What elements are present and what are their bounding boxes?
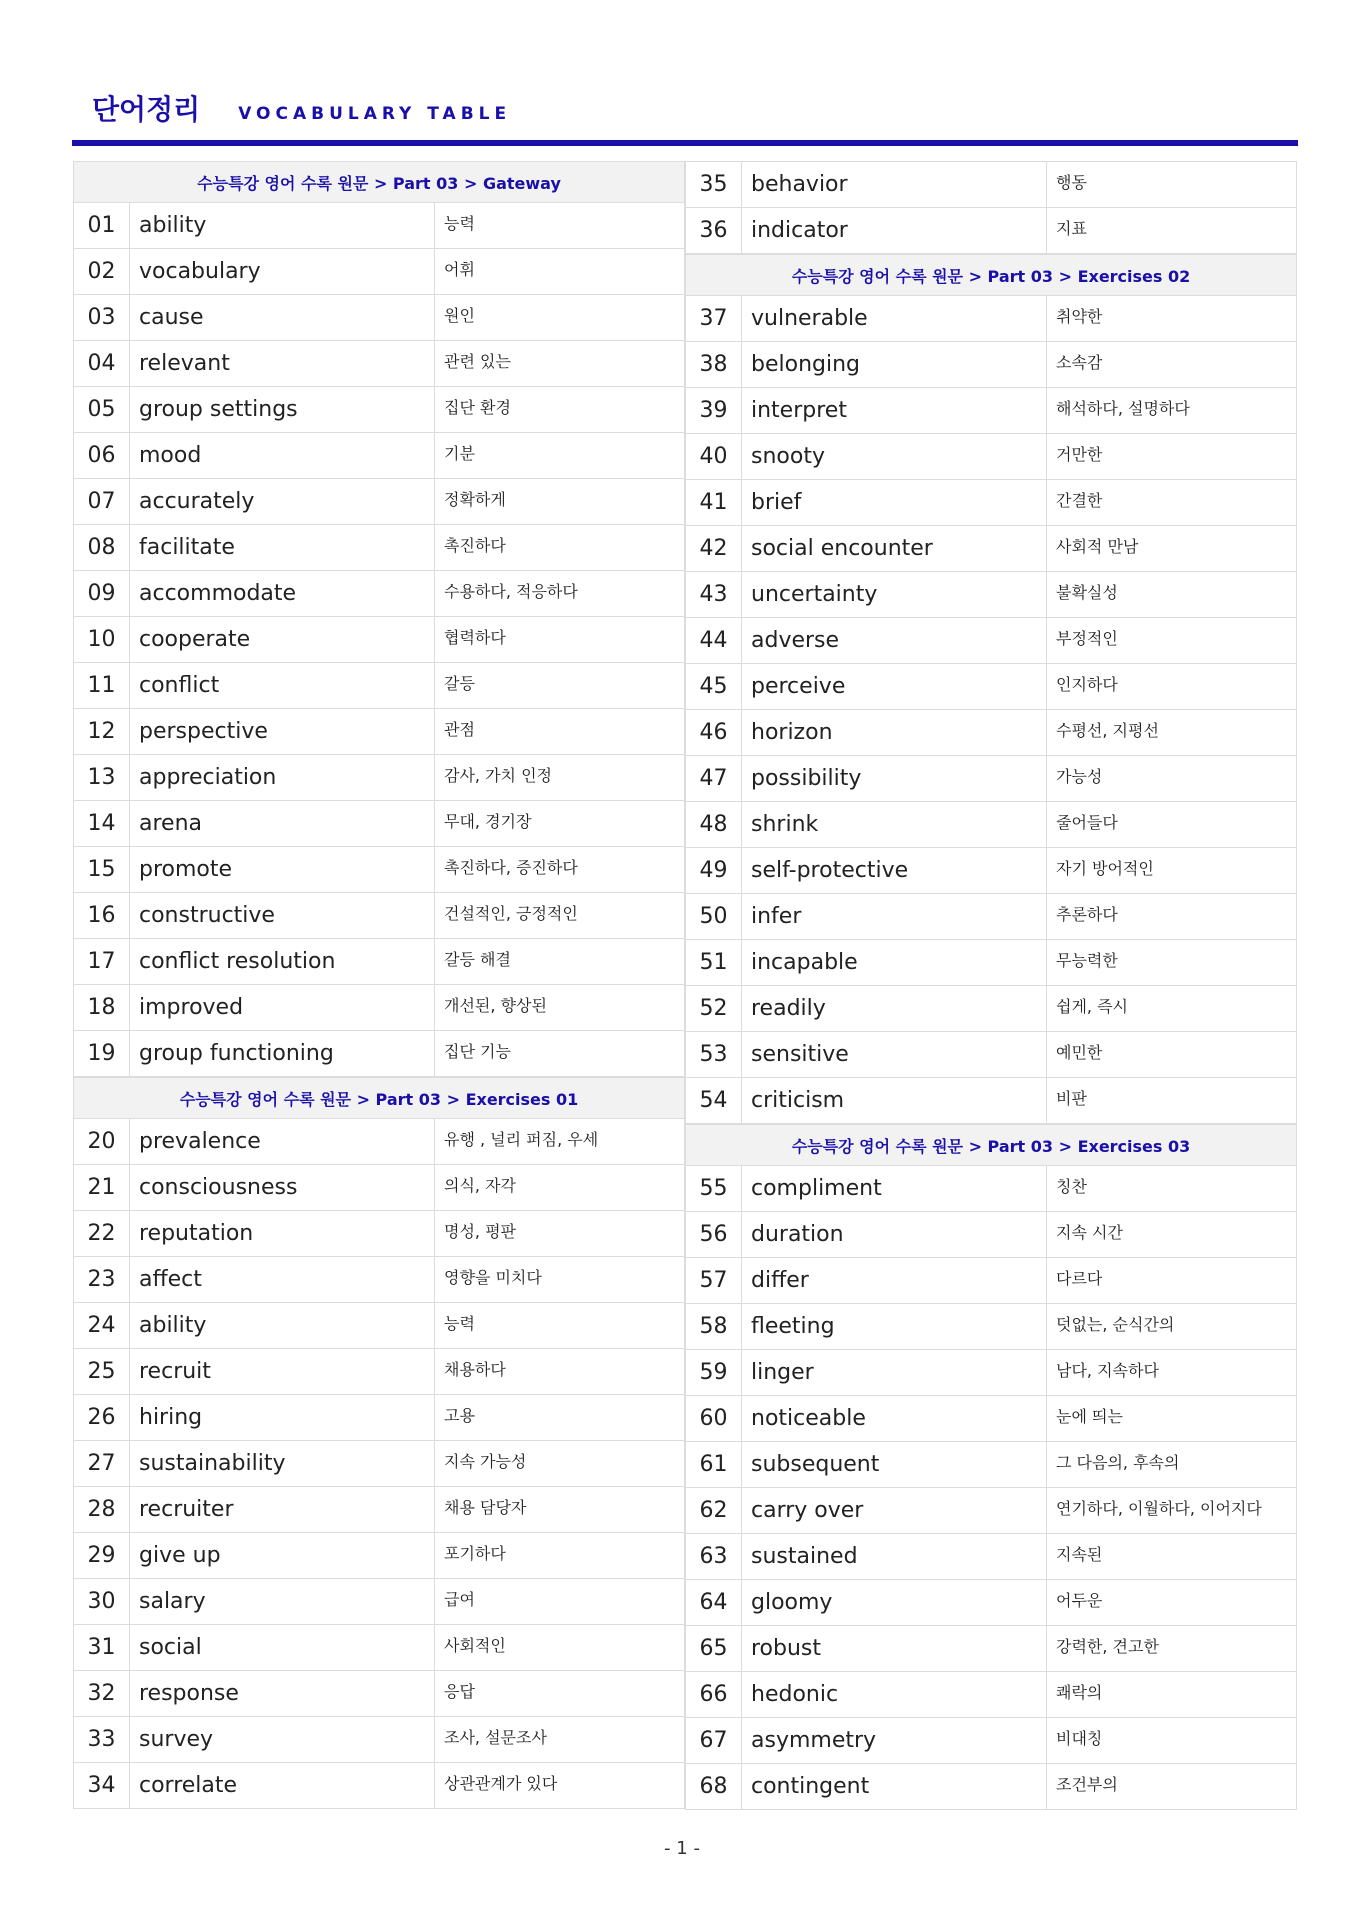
word-number: 07 (74, 479, 130, 524)
english-word: social (130, 1625, 435, 1670)
page-header (92, 88, 1292, 128)
table-row (73, 755, 685, 801)
table-row (73, 1211, 685, 1257)
table-row (685, 434, 1297, 480)
table-row (685, 756, 1297, 802)
english-word: improved (130, 985, 435, 1030)
table-row (685, 526, 1297, 572)
english-word: sustained (742, 1534, 1047, 1579)
table-row (685, 664, 1297, 710)
word-number: 37 (686, 296, 742, 341)
english-word: consciousness (130, 1165, 435, 1210)
word-number: 41 (686, 480, 742, 525)
word-number: 15 (74, 847, 130, 892)
english-word: survey (130, 1717, 435, 1762)
word-number: 64 (686, 1580, 742, 1625)
korean-meaning: 집단 환경 (444, 398, 511, 417)
english-word: asymmetry (742, 1718, 1047, 1763)
word-number: 45 (686, 664, 742, 709)
korean-meaning: 지속된 (1056, 1545, 1103, 1564)
korean-meaning: 어휘 (444, 260, 475, 279)
korean-meaning: 소속감 (1056, 353, 1103, 372)
korean-meaning: 상관관계가 있다 (444, 1774, 558, 1793)
english-word: facilitate (130, 525, 435, 570)
english-word: subsequent (742, 1442, 1047, 1487)
table-row (73, 663, 685, 709)
word-number: 34 (74, 1763, 130, 1808)
english-word: criticism (742, 1078, 1047, 1123)
korean-meaning: 거만한 (1056, 445, 1103, 464)
word-number: 25 (74, 1349, 130, 1394)
table-row (685, 1304, 1297, 1350)
korean-meaning: 협력하다 (444, 628, 506, 647)
word-number: 65 (686, 1626, 742, 1671)
table-row (685, 208, 1297, 254)
english-word: recruiter (130, 1487, 435, 1532)
table-row (685, 1580, 1297, 1626)
korean-meaning: 개선된, 향상된 (444, 996, 547, 1015)
english-word: belonging (742, 342, 1047, 387)
korean-meaning: 그 다음의, 후속의 (1056, 1453, 1180, 1472)
korean-meaning: 갈등 해결 (444, 950, 511, 969)
korean-meaning: 추론하다 (1056, 905, 1118, 924)
table-row (73, 203, 685, 249)
korean-meaning: 응답 (444, 1682, 475, 1701)
table-row (685, 1032, 1297, 1078)
english-word: linger (742, 1350, 1047, 1395)
word-number: 36 (686, 208, 742, 253)
word-number: 19 (74, 1031, 130, 1076)
english-word: adverse (742, 618, 1047, 663)
word-number: 03 (74, 295, 130, 340)
page-title: 단어정리 (92, 93, 201, 126)
table-row (73, 1303, 685, 1349)
korean-meaning: 행동 (1056, 173, 1087, 192)
word-number: 11 (74, 663, 130, 708)
korean-meaning: 칭찬 (1056, 1177, 1087, 1196)
korean-meaning: 지표 (1056, 219, 1087, 238)
word-number: 01 (74, 203, 130, 248)
korean-meaning: 촉진하다, 증진하다 (444, 858, 578, 877)
word-number: 40 (686, 434, 742, 479)
english-word: horizon (742, 710, 1047, 755)
word-number: 02 (74, 249, 130, 294)
table-row (73, 1671, 685, 1717)
korean-meaning: 어두운 (1056, 1591, 1103, 1610)
word-number: 61 (686, 1442, 742, 1487)
word-number: 09 (74, 571, 130, 616)
korean-meaning: 조사, 설문조사 (444, 1728, 547, 1747)
korean-meaning: 무능력한 (1056, 951, 1118, 970)
korean-meaning: 명성, 평판 (444, 1222, 516, 1241)
table-row (685, 710, 1297, 756)
word-number: 52 (686, 986, 742, 1031)
word-number: 08 (74, 525, 130, 570)
word-number: 43 (686, 572, 742, 617)
english-word: mood (130, 433, 435, 478)
word-number: 38 (686, 342, 742, 387)
word-number: 30 (74, 1579, 130, 1624)
word-number: 63 (686, 1534, 742, 1579)
word-number: 49 (686, 848, 742, 893)
english-word: carry over (742, 1488, 1047, 1533)
table-row (685, 1534, 1297, 1580)
english-word: give up (130, 1533, 435, 1578)
korean-meaning: 고용 (444, 1406, 475, 1425)
word-number: 47 (686, 756, 742, 801)
table-row (73, 1441, 685, 1487)
word-number: 21 (74, 1165, 130, 1210)
english-word: interpret (742, 388, 1047, 433)
english-word: snooty (742, 434, 1047, 479)
english-word: cooperate (130, 617, 435, 662)
english-word: relevant (130, 341, 435, 386)
table-row (685, 1396, 1297, 1442)
english-word: behavior (742, 162, 1047, 207)
word-number: 54 (686, 1078, 742, 1123)
korean-meaning: 눈에 띄는 (1056, 1407, 1123, 1426)
word-number: 12 (74, 709, 130, 754)
korean-meaning: 원인 (444, 306, 475, 325)
korean-meaning: 비대칭 (1056, 1729, 1103, 1748)
korean-meaning: 조건부의 (1056, 1775, 1118, 1794)
section-header: 수능특강 영어 수록 원문 > Part 03 > Exercises 03 (685, 1124, 1297, 1166)
table-row (73, 1395, 685, 1441)
english-word: affect (130, 1257, 435, 1302)
table-row (73, 1533, 685, 1579)
word-number: 26 (74, 1395, 130, 1440)
table-row (73, 847, 685, 893)
table-row (685, 1672, 1297, 1718)
english-word: contingent (742, 1764, 1047, 1809)
english-word: promote (130, 847, 435, 892)
word-number: 32 (74, 1671, 130, 1716)
english-word: vocabulary (130, 249, 435, 294)
english-word: perceive (742, 664, 1047, 709)
vocab-column-left (73, 161, 685, 1809)
korean-meaning: 채용 담당자 (444, 1498, 527, 1517)
word-number: 39 (686, 388, 742, 433)
english-word: gloomy (742, 1580, 1047, 1625)
section-header: 수능특강 영어 수록 원문 > Part 03 > Gateway (73, 161, 685, 203)
table-row (73, 709, 685, 755)
english-word: accommodate (130, 571, 435, 616)
table-row (73, 1717, 685, 1763)
word-number: 68 (686, 1764, 742, 1809)
english-word: vulnerable (742, 296, 1047, 341)
table-row (73, 295, 685, 341)
korean-meaning: 연기하다, 이월하다, 이어지다 (1056, 1499, 1262, 1518)
korean-meaning: 쾌락의 (1056, 1683, 1103, 1702)
english-word: salary (130, 1579, 435, 1624)
section-header: 수능특강 영어 수록 원문 > Part 03 > Exercises 01 (73, 1077, 685, 1119)
korean-meaning: 가능성 (1056, 767, 1103, 786)
korean-meaning: 능력 (444, 1314, 475, 1333)
word-number: 13 (74, 755, 130, 800)
vocab-column-right (685, 161, 1297, 1810)
table-row (73, 249, 685, 295)
korean-meaning: 해석하다, 설명하다 (1056, 399, 1190, 418)
word-number: 28 (74, 1487, 130, 1532)
korean-meaning: 유행 , 널리 퍼짐, 우세 (444, 1130, 599, 1149)
korean-meaning: 수용하다, 적응하다 (444, 582, 578, 601)
korean-meaning: 예민한 (1056, 1043, 1103, 1062)
table-row (685, 894, 1297, 940)
english-word: cause (130, 295, 435, 340)
table-row (685, 1442, 1297, 1488)
section-header: 수능특강 영어 수록 원문 > Part 03 > Exercises 02 (685, 254, 1297, 296)
english-word: reputation (130, 1211, 435, 1256)
table-row (73, 939, 685, 985)
korean-meaning: 사회적인 (444, 1636, 506, 1655)
word-number: 05 (74, 387, 130, 432)
table-row (685, 296, 1297, 342)
table-row (73, 1579, 685, 1625)
english-word: arena (130, 801, 435, 846)
korean-meaning: 간결한 (1056, 491, 1103, 510)
word-number: 59 (686, 1350, 742, 1395)
english-word: possibility (742, 756, 1047, 801)
table-row (73, 1763, 685, 1809)
english-word: appreciation (130, 755, 435, 800)
word-number: 06 (74, 433, 130, 478)
word-number: 33 (74, 1717, 130, 1762)
korean-meaning: 관점 (444, 720, 475, 739)
english-word: readily (742, 986, 1047, 1031)
korean-meaning: 강력한, 견고한 (1056, 1637, 1159, 1656)
korean-meaning: 촉진하다 (444, 536, 506, 555)
english-word: correlate (130, 1763, 435, 1808)
english-word: recruit (130, 1349, 435, 1394)
korean-meaning: 남다, 지속하다 (1056, 1361, 1159, 1380)
english-word: incapable (742, 940, 1047, 985)
english-word: self-protective (742, 848, 1047, 893)
word-number: 14 (74, 801, 130, 846)
korean-meaning: 집단 기능 (444, 1042, 511, 1061)
korean-meaning: 의식, 자각 (444, 1176, 516, 1195)
table-row (685, 572, 1297, 618)
english-word: robust (742, 1626, 1047, 1671)
table-row (685, 1626, 1297, 1672)
table-row (73, 1349, 685, 1395)
word-number: 66 (686, 1672, 742, 1717)
word-number: 51 (686, 940, 742, 985)
word-number: 57 (686, 1258, 742, 1303)
english-word: brief (742, 480, 1047, 525)
english-word: accurately (130, 479, 435, 524)
table-row (685, 1718, 1297, 1764)
english-word: sensitive (742, 1032, 1047, 1077)
word-number: 35 (686, 162, 742, 207)
word-number: 55 (686, 1166, 742, 1211)
word-number: 60 (686, 1396, 742, 1441)
word-number: 56 (686, 1212, 742, 1257)
word-number: 04 (74, 341, 130, 386)
korean-meaning: 쉽게, 즉시 (1056, 997, 1128, 1016)
english-word: duration (742, 1212, 1047, 1257)
english-word: social encounter (742, 526, 1047, 571)
english-word: noticeable (742, 1396, 1047, 1441)
word-number: 31 (74, 1625, 130, 1670)
table-row (685, 802, 1297, 848)
word-number: 67 (686, 1718, 742, 1763)
table-row (73, 525, 685, 571)
table-row (685, 161, 1297, 208)
korean-meaning: 채용하다 (444, 1360, 506, 1379)
english-word: hedonic (742, 1672, 1047, 1717)
table-row (685, 1166, 1297, 1212)
table-row (685, 1350, 1297, 1396)
word-number: 24 (74, 1303, 130, 1348)
korean-meaning: 정확하게 (444, 490, 506, 509)
table-row (73, 479, 685, 525)
korean-meaning: 줄어들다 (1056, 813, 1118, 832)
korean-meaning: 급여 (444, 1590, 475, 1609)
korean-meaning: 영향을 미치다 (444, 1268, 542, 1287)
word-number: 27 (74, 1441, 130, 1486)
table-row (685, 940, 1297, 986)
table-row (73, 617, 685, 663)
word-number: 17 (74, 939, 130, 984)
table-row (73, 985, 685, 1031)
word-number: 29 (74, 1533, 130, 1578)
english-word: group functioning (130, 1031, 435, 1076)
page-subtitle: VOCABULARY TABLE (238, 104, 512, 124)
korean-meaning: 포기하다 (444, 1544, 506, 1563)
table-row (685, 1488, 1297, 1534)
korean-meaning: 감사, 가치 인정 (444, 766, 552, 785)
korean-meaning: 덧없는, 순식간의 (1056, 1315, 1175, 1334)
korean-meaning: 자기 방어적인 (1056, 859, 1154, 878)
table-row (685, 1212, 1297, 1258)
english-word: fleeting (742, 1304, 1047, 1349)
header-divider (72, 140, 1298, 146)
table-row (73, 571, 685, 617)
korean-meaning: 취약한 (1056, 307, 1103, 326)
table-row (73, 1119, 685, 1165)
korean-meaning: 무대, 경기장 (444, 812, 532, 831)
english-word: shrink (742, 802, 1047, 847)
korean-meaning: 불확실성 (1056, 583, 1118, 602)
english-word: sustainability (130, 1441, 435, 1486)
korean-meaning: 지속 가능성 (444, 1452, 527, 1471)
korean-meaning: 사회적 만남 (1056, 537, 1139, 556)
english-word: group settings (130, 387, 435, 432)
english-word: response (130, 1671, 435, 1716)
english-word: ability (130, 203, 435, 248)
korean-meaning: 능력 (444, 214, 475, 233)
table-row (73, 1487, 685, 1533)
word-number: 58 (686, 1304, 742, 1349)
english-word: compliment (742, 1166, 1047, 1211)
word-number: 62 (686, 1488, 742, 1533)
page-number: - 1 - (664, 1838, 700, 1859)
table-row (685, 1258, 1297, 1304)
english-word: indicator (742, 208, 1047, 253)
english-word: infer (742, 894, 1047, 939)
english-word: differ (742, 1258, 1047, 1303)
korean-meaning: 건설적인, 긍정적인 (444, 904, 578, 923)
word-number: 48 (686, 802, 742, 847)
korean-meaning: 지속 시간 (1056, 1223, 1123, 1242)
table-row (73, 893, 685, 939)
word-number: 53 (686, 1032, 742, 1077)
english-word: hiring (130, 1395, 435, 1440)
word-number: 50 (686, 894, 742, 939)
table-row (73, 1165, 685, 1211)
word-number: 44 (686, 618, 742, 663)
table-row (73, 433, 685, 479)
korean-meaning: 다르다 (1056, 1269, 1103, 1288)
english-word: conflict (130, 663, 435, 708)
table-row (73, 387, 685, 433)
word-number: 22 (74, 1211, 130, 1256)
table-row (73, 1625, 685, 1671)
table-row (685, 1764, 1297, 1810)
english-word: constructive (130, 893, 435, 938)
word-number: 23 (74, 1257, 130, 1302)
english-word: perspective (130, 709, 435, 754)
table-row (685, 342, 1297, 388)
table-row (73, 1031, 685, 1077)
korean-meaning: 인지하다 (1056, 675, 1118, 694)
table-row (685, 618, 1297, 664)
english-word: ability (130, 1303, 435, 1348)
english-word: conflict resolution (130, 939, 435, 984)
korean-meaning: 기분 (444, 444, 475, 463)
korean-meaning: 비판 (1056, 1089, 1087, 1108)
korean-meaning: 부정적인 (1056, 629, 1118, 648)
table-row (685, 1078, 1297, 1124)
word-number: 10 (74, 617, 130, 662)
word-number: 16 (74, 893, 130, 938)
korean-meaning: 관련 있는 (444, 352, 511, 371)
word-number: 42 (686, 526, 742, 571)
table-row (73, 341, 685, 387)
table-row (685, 388, 1297, 434)
table-row (685, 848, 1297, 894)
table-row (73, 801, 685, 847)
table-row (685, 480, 1297, 526)
english-word: prevalence (130, 1119, 435, 1164)
korean-meaning: 수평선, 지평선 (1056, 721, 1159, 740)
word-number: 46 (686, 710, 742, 755)
word-number: 20 (74, 1119, 130, 1164)
table-row (685, 986, 1297, 1032)
korean-meaning: 갈등 (444, 674, 475, 693)
word-number: 18 (74, 985, 130, 1030)
english-word: uncertainty (742, 572, 1047, 617)
table-row (73, 1257, 685, 1303)
